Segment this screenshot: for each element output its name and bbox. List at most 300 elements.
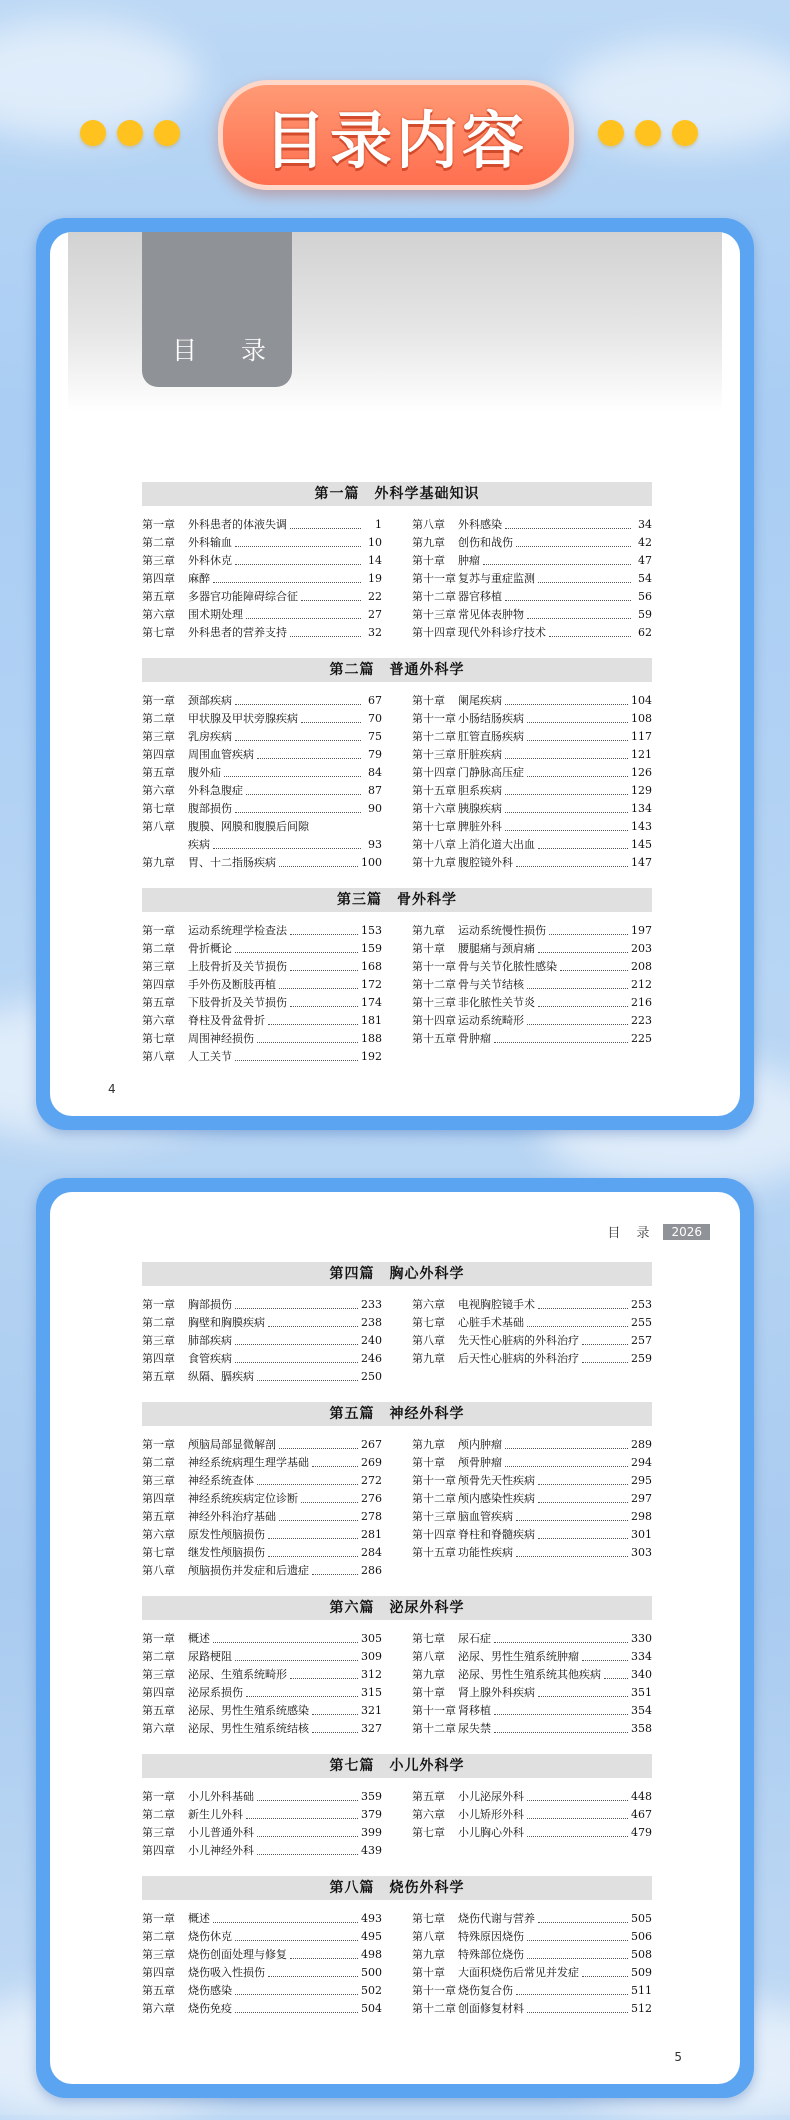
toc-entry[interactable] [412, 606, 652, 624]
chapter-title: 胃、十二指肠疾病 [188, 856, 276, 869]
chapter-title: 烧伤复合伤 [458, 1984, 513, 1997]
chapter-title: 原发性颅脑损伤 [188, 1528, 265, 1541]
toc-entry[interactable] [142, 1490, 382, 1508]
chapter-number: 第三章 [142, 554, 175, 567]
toc-entry[interactable] [142, 624, 382, 642]
page-ref: 305 [361, 1632, 382, 1645]
toc-entry[interactable] [142, 710, 382, 728]
toc-entry[interactable] [142, 728, 382, 746]
chapter-number: 第四章 [142, 1492, 175, 1505]
dot-leader [527, 2012, 628, 2013]
chapter-title: 腹膜、网膜和腹膜后间隙 [188, 820, 309, 833]
toc-content [142, 1262, 652, 2034]
toc-column-left [142, 692, 382, 872]
page-ref: 134 [631, 802, 652, 815]
dot-leader [549, 934, 628, 935]
toc-entry[interactable] [412, 800, 652, 818]
toc-entry[interactable] [412, 1946, 652, 1964]
dot-leader [301, 600, 361, 601]
dot-leader [213, 1922, 358, 1923]
dot-leader [235, 1308, 358, 1309]
chapter-title: 小儿胸心外科 [458, 1826, 524, 1839]
chapter-number: 第六章 [412, 1808, 445, 1821]
toc-entry[interactable] [412, 570, 652, 588]
toc-entry[interactable] [142, 836, 382, 854]
chapter-number: 第十八章 [412, 838, 456, 851]
dot-leader [483, 564, 631, 565]
page-ref: 172 [361, 978, 382, 991]
dot-leader [538, 1308, 628, 1309]
dot-leader [235, 952, 358, 953]
toc-entry[interactable] [412, 1314, 652, 1332]
chapter-title: 泌尿系损伤 [188, 1686, 243, 1699]
chapter-number: 第七章 [142, 1032, 175, 1045]
toc-entry[interactable] [412, 1030, 652, 1048]
chapter-number: 第十五章 [412, 1546, 456, 1559]
toc-entry[interactable] [142, 1806, 382, 1824]
page-ref: 22 [368, 590, 382, 603]
toc-entry[interactable] [142, 746, 382, 764]
page-ref: 502 [361, 1984, 382, 1997]
chapter-title: 小儿泌尿外科 [458, 1790, 524, 1803]
page-ref: 147 [631, 856, 652, 869]
section-title: 第八篇 烧伤外科学 [142, 1876, 652, 1900]
page-ref: 334 [631, 1650, 652, 1663]
toc-entry[interactable] [412, 782, 652, 800]
page-ref: 508 [631, 1948, 652, 1961]
toc-entry[interactable] [142, 1508, 382, 1526]
dot-leader [235, 1344, 358, 1345]
dot-leader [494, 1642, 628, 1643]
chapter-number: 第七章 [412, 1826, 445, 1839]
toc-entry[interactable] [412, 552, 652, 570]
banner-title-text: 目录内容 [263, 103, 528, 177]
page-ref: 104 [631, 694, 652, 707]
toc-entry[interactable] [142, 1048, 382, 1066]
toc-entry[interactable] [142, 1350, 382, 1368]
toc-entry[interactable] [412, 1928, 652, 1946]
chapter-title: 烧伤免疫 [188, 2002, 232, 2015]
page-ref: 75 [368, 730, 382, 743]
toc-entry[interactable] [142, 2000, 382, 2018]
chapter-number: 第九章 [412, 1948, 445, 1961]
dot-leader [538, 1922, 628, 1923]
chapter-title: 麻醉 [188, 572, 210, 585]
dot-leader [290, 934, 358, 935]
toc-entry[interactable] [142, 1472, 382, 1490]
page-ref: 233 [361, 1298, 382, 1311]
chapter-title: 人工关节 [188, 1050, 232, 1063]
chapter-title: 上消化道大出血 [458, 838, 535, 851]
page-ref: 340 [631, 1668, 652, 1681]
chapter-title: 运动系统理学检查法 [188, 924, 287, 937]
toc-entry[interactable] [142, 958, 382, 976]
chapter-number: 第十二章 [412, 1722, 456, 1735]
toc-entry[interactable] [142, 1842, 382, 1860]
toc-tab-label: 目 录 [172, 336, 284, 365]
dot-decoration [80, 120, 106, 146]
toc-entry[interactable] [142, 1910, 382, 1928]
dot-leader [279, 866, 358, 867]
chapter-title: 周围神经损伤 [188, 1032, 254, 1045]
dot-leader [505, 1466, 628, 1467]
toc-entry[interactable] [142, 1788, 382, 1806]
page-ref: 62 [638, 626, 652, 639]
chapter-number: 第十章 [412, 1456, 445, 1469]
chapter-title: 甲状腺及甲状旁腺疾病 [188, 712, 298, 725]
toc-column-right [412, 516, 652, 642]
toc-entry[interactable] [142, 606, 382, 624]
page-ref: 87 [368, 784, 382, 797]
toc-section [142, 888, 652, 1066]
dot-leader [516, 1520, 628, 1521]
chapter-title: 骨折概论 [188, 942, 232, 955]
toc-entry[interactable] [142, 1296, 382, 1314]
toc-entry[interactable] [142, 782, 382, 800]
chapter-title: 泌尿、男性生殖系统感染 [188, 1704, 309, 1717]
page-ref: 448 [631, 1790, 652, 1803]
dot-leader [290, 528, 361, 529]
toc-entry[interactable] [142, 1012, 382, 1030]
toc-entry[interactable] [412, 1630, 652, 1648]
chapter-number: 第十三章 [412, 748, 456, 761]
toc-entry[interactable] [412, 692, 652, 710]
page-ref: 100 [361, 856, 382, 869]
toc-entry[interactable] [142, 1332, 382, 1350]
chapter-number: 第一章 [142, 1298, 175, 1311]
toc-entry[interactable] [142, 534, 382, 552]
dot-leader [505, 830, 628, 831]
chapter-number: 第三章 [142, 1334, 175, 1347]
page-ref: 479 [631, 1826, 652, 1839]
toc-entry[interactable] [142, 1946, 382, 1964]
toc-entry[interactable] [142, 1720, 382, 1738]
dot-leader [312, 1574, 358, 1575]
toc-entry[interactable] [412, 1296, 652, 1314]
chapter-number: 第七章 [142, 802, 175, 815]
toc-entry[interactable] [412, 1526, 652, 1544]
toc-column-left [142, 1788, 382, 1860]
toc-entry[interactable] [412, 1720, 652, 1738]
chapter-number: 第十章 [412, 1966, 445, 1979]
chapter-title: 门静脉高压症 [458, 766, 524, 779]
chapter-number: 第十一章 [412, 1984, 456, 1997]
toc-entry[interactable] [412, 1910, 652, 1928]
section-title: 第二篇 普通外科学 [142, 658, 652, 682]
dot-leader [538, 1538, 628, 1539]
page-ref: 225 [631, 1032, 652, 1045]
chapter-title: 乳房疾病 [188, 730, 232, 743]
chapter-number: 第三章 [142, 1668, 175, 1681]
chapter-title: 大面积烧伤后常见并发症 [458, 1966, 579, 1979]
dot-leader [235, 740, 361, 741]
toc-entry[interactable] [412, 818, 652, 836]
toc-section [142, 1596, 652, 1738]
chapter-number: 第七章 [412, 1912, 445, 1925]
chapter-title: 泌尿、男性生殖系统肿瘤 [458, 1650, 579, 1663]
chapter-number: 第二章 [142, 1930, 175, 1943]
chapter-title: 手外伤及断肢再植 [188, 978, 276, 991]
toc-entry[interactable] [412, 534, 652, 552]
page-ref: 255 [631, 1316, 652, 1329]
toc-entry[interactable] [412, 1544, 652, 1562]
toc-entry[interactable] [412, 976, 652, 994]
page-ref: 511 [631, 1984, 652, 1997]
chapter-title: 烧伤休克 [188, 1930, 232, 1943]
chapter-number: 第十二章 [412, 1492, 456, 1505]
toc-entry[interactable] [142, 516, 382, 534]
chapter-title: 颅脑损伤并发症和后遗症 [188, 1564, 309, 1577]
toc-entry[interactable] [142, 1964, 382, 1982]
page-ref: 439 [361, 1844, 382, 1857]
chapter-title: 泌尿、男性生殖系统结核 [188, 1722, 309, 1735]
toc-entry[interactable] [142, 800, 382, 818]
toc-entry[interactable] [142, 1454, 382, 1472]
page-ref: 399 [361, 1826, 382, 1839]
toc-entry[interactable] [142, 1526, 382, 1544]
toc-entry[interactable] [412, 1648, 652, 1666]
page-ref: 358 [631, 1722, 652, 1735]
page-ref: 289 [631, 1438, 652, 1451]
chapter-number: 第五章 [412, 1790, 445, 1803]
toc-entry[interactable] [412, 940, 652, 958]
chapter-title: 新生儿外科 [188, 1808, 243, 1821]
toc-entry[interactable] [142, 976, 382, 994]
toc-entry[interactable] [412, 1666, 652, 1684]
chapter-number: 第一章 [142, 1632, 175, 1645]
chapter-title: 骨与关节结核 [458, 978, 524, 991]
toc-section [142, 482, 652, 642]
toc-entry[interactable] [412, 710, 652, 728]
toc-entry[interactable] [412, 836, 652, 854]
toc-entry[interactable] [142, 1648, 382, 1666]
chapter-title: 先天性心脏病的外科治疗 [458, 1334, 579, 1347]
chapter-title: 泌尿、男性生殖系统其他疾病 [458, 1668, 601, 1681]
chapter-title: 食管疾病 [188, 1352, 232, 1365]
toc-entry[interactable] [142, 1436, 382, 1454]
dot-leader [505, 528, 631, 529]
toc-entry[interactable] [412, 1806, 652, 1824]
chapter-title: 现代外科诊疗技术 [458, 626, 546, 639]
chapter-title: 外科感染 [458, 518, 502, 531]
toc-entry[interactable] [412, 764, 652, 782]
dot-leader [505, 600, 631, 601]
toc-section [142, 1876, 652, 2018]
page-ref: 181 [361, 1014, 382, 1027]
dot-leader [257, 1042, 358, 1043]
dot-leader [527, 1940, 628, 1941]
toc-entry[interactable] [412, 958, 652, 976]
dot-leader [527, 1800, 628, 1801]
toc-entry[interactable] [142, 994, 382, 1012]
toc-entry[interactable] [142, 552, 382, 570]
page-ref: 67 [368, 694, 382, 707]
dot-leader [279, 1448, 358, 1449]
chapter-number: 第十四章 [412, 1528, 456, 1541]
dot-leader [213, 848, 361, 849]
chapter-number: 第二章 [142, 1650, 175, 1663]
dot-decoration [635, 120, 661, 146]
page-ref: 321 [361, 1704, 382, 1717]
toc-entry[interactable] [412, 588, 652, 606]
toc-entry[interactable] [142, 588, 382, 606]
dot-leader [527, 618, 631, 619]
dot-leader [235, 704, 361, 705]
toc-entry[interactable] [142, 940, 382, 958]
chapter-number: 第三章 [142, 1948, 175, 1961]
toc-entry[interactable] [412, 728, 652, 746]
toc-entry[interactable] [142, 1928, 382, 1946]
chapter-title: 肾上腺外科疾病 [458, 1686, 535, 1699]
page-ref: 56 [638, 590, 652, 603]
chapter-title: 脊柱及骨盆骨折 [188, 1014, 265, 1027]
chapter-number: 第十一章 [412, 960, 456, 973]
dot-leader [582, 1976, 628, 1977]
toc-entry[interactable] [412, 1472, 652, 1490]
toc-entry[interactable] [412, 1350, 652, 1368]
page-ref: 284 [361, 1546, 382, 1559]
toc-entry[interactable] [412, 1454, 652, 1472]
page-ref: 315 [361, 1686, 382, 1699]
toc-entry[interactable] [142, 922, 382, 940]
chapter-title: 继发性颅脑损伤 [188, 1546, 265, 1559]
page-ref: 309 [361, 1650, 382, 1663]
dot-leader [527, 1326, 628, 1327]
dot-leader [246, 1818, 358, 1819]
chapter-title: 创伤和战伤 [458, 536, 513, 549]
toc-entry[interactable] [412, 2000, 652, 2018]
toc-entry[interactable] [142, 1666, 382, 1684]
page-ref: 117 [631, 730, 652, 743]
chapter-title: 颅内感染性疾病 [458, 1492, 535, 1505]
page-ref: 298 [631, 1510, 652, 1523]
toc-entry[interactable] [142, 1544, 382, 1562]
toc-column-right [412, 1910, 652, 2018]
chapter-number: 第八章 [412, 1650, 445, 1663]
toc-entry[interactable] [142, 570, 382, 588]
chapter-number: 第十三章 [412, 996, 456, 1009]
toc-entry[interactable] [142, 1702, 382, 1720]
chapter-title: 复苏与重症监测 [458, 572, 535, 585]
toc-entry[interactable] [412, 1702, 652, 1720]
chapter-number: 第六章 [142, 2002, 175, 2015]
chapter-title: 颅骨先天性疾病 [458, 1474, 535, 1487]
chapter-title: 骨肿瘤 [458, 1032, 491, 1045]
dot-leader [527, 776, 628, 777]
section-title: 第五篇 神经外科学 [142, 1402, 652, 1426]
chapter-number: 第四章 [142, 1686, 175, 1699]
toc-entry[interactable] [412, 1684, 652, 1702]
chapter-number: 第四章 [142, 978, 175, 991]
dot-leader [290, 636, 361, 637]
toc-entry[interactable] [142, 1368, 382, 1386]
chapter-title: 颅骨肿瘤 [458, 1456, 502, 1469]
toc-entry[interactable] [142, 692, 382, 710]
chapter-title: 运动系统畸形 [458, 1014, 524, 1027]
toc-entry[interactable] [142, 854, 382, 872]
toc-column-right [412, 1788, 652, 1860]
page-ref: 70 [368, 712, 382, 725]
chapter-number: 第五章 [142, 766, 175, 779]
toc-entry[interactable] [142, 1314, 382, 1332]
page-ref: 259 [631, 1352, 652, 1365]
toc-entry[interactable] [412, 1788, 652, 1806]
toc-entry[interactable] [142, 1030, 382, 1048]
chapter-title: 肝脏疾病 [458, 748, 502, 761]
toc-entry[interactable] [142, 764, 382, 782]
toc-column-right [412, 692, 652, 872]
toc-entry[interactable] [412, 1508, 652, 1526]
page-ref: 267 [361, 1438, 382, 1451]
year-badge: 2026 [663, 1224, 710, 1240]
chapter-title: 小儿普通外科 [188, 1826, 254, 1839]
dot-leader [582, 1660, 628, 1661]
dot-leader [538, 1484, 628, 1485]
chapter-number: 第六章 [142, 1014, 175, 1027]
chapter-number: 第十九章 [412, 856, 456, 869]
toc-entry[interactable] [412, 624, 652, 642]
toc-entry[interactable] [142, 1684, 382, 1702]
toc-entry[interactable] [412, 1964, 652, 1982]
dot-leader [268, 1326, 358, 1327]
toc-entry[interactable] [142, 1982, 382, 2000]
toc-entry[interactable] [142, 818, 382, 836]
dot-leader [290, 1678, 358, 1679]
dot-decoration [117, 120, 143, 146]
toc-entry[interactable] [412, 854, 652, 872]
dot-leader [257, 1854, 358, 1855]
page-ref: 32 [368, 626, 382, 639]
page-ref: 493 [361, 1912, 382, 1925]
toc-entry[interactable] [412, 922, 652, 940]
page-ref: 203 [631, 942, 652, 955]
chapter-title: 神经系统病理生理学基础 [188, 1456, 309, 1469]
chapter-number: 第十二章 [412, 590, 456, 603]
dot-leader [268, 1976, 358, 1977]
chapter-number: 第二章 [142, 942, 175, 955]
page-ref: 512 [631, 2002, 652, 2015]
toc-section [142, 1402, 652, 1580]
chapter-number: 第二章 [142, 536, 175, 549]
toc-entry[interactable] [412, 746, 652, 764]
chapter-title: 常见体表肿物 [458, 608, 524, 621]
toc-entry[interactable] [142, 1562, 382, 1580]
chapter-number: 第十五章 [412, 1032, 456, 1045]
toc-entry[interactable] [412, 1490, 652, 1508]
chapter-number: 第七章 [142, 626, 175, 639]
toc-entry[interactable] [412, 1982, 652, 2000]
toc-entry[interactable] [412, 1012, 652, 1030]
toc-entry[interactable] [142, 1824, 382, 1842]
toc-entry[interactable] [412, 1332, 652, 1350]
chapter-number: 第七章 [412, 1632, 445, 1645]
toc-entry[interactable] [412, 516, 652, 534]
dot-leader [538, 1696, 628, 1697]
dot-leader [516, 866, 628, 867]
chapter-number: 第二章 [142, 1456, 175, 1469]
chapter-title: 尿失禁 [458, 1722, 491, 1735]
toc-entry[interactable] [412, 994, 652, 1012]
toc-entry[interactable] [142, 1630, 382, 1648]
page-ref: 359 [361, 1790, 382, 1803]
page-ref: 276 [361, 1492, 382, 1505]
toc-entry[interactable] [412, 1824, 652, 1842]
chapter-title: 烧伤创面处理与修复 [188, 1948, 287, 1961]
chapter-title: 外科患者的体液失调 [188, 518, 287, 531]
chapter-title: 烧伤吸入性损伤 [188, 1966, 265, 1979]
chapter-title: 肿瘤 [458, 554, 480, 567]
toc-entry[interactable] [412, 1436, 652, 1454]
